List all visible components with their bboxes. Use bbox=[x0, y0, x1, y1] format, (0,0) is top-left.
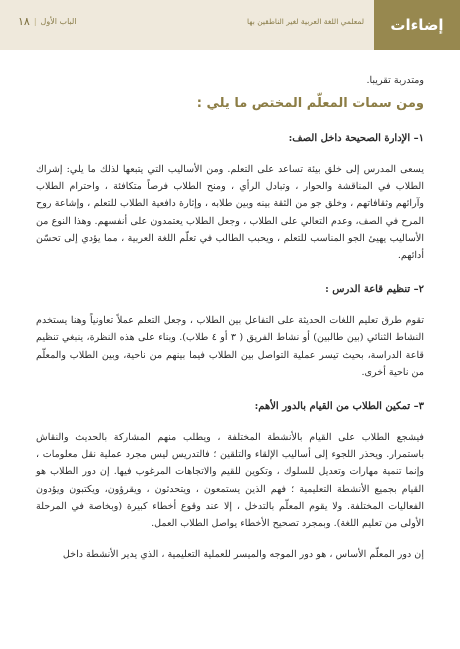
lead-line: ومتدربة تقريبا. bbox=[366, 75, 424, 86]
page-body bbox=[36, 72, 424, 563]
page-number: ١٨ bbox=[18, 15, 30, 28]
item-heading-2: ٢– تنظيم قاعة الدرس : bbox=[325, 284, 424, 296]
item-text-3: فيشجع الطلاب على القيام بالأنشطة المختلفة ، ويطلب منهم المشاركة بالحديث والنقاش باستمرار. ويحذر اللجوء إلى أساليب الإلقاء والتلقين ؛ فالتدريس ليس مجرد عملية نقل معلومات ، وإنما تنمية مهارات وتعديل للسلوك ، وتكوين للقيم والاتجاهات المرغوب فيها. إن دور الطلاب هو القيام بجميع الأنشطة التعليمية ؛ فهم الذين يستمعون ، ويتحدثون ، ويقرؤون، ويكتبون ويؤدون الفعاليات المختلفة. ولا يقوم المعلّم بالتدخل ، إلا عند وقوع أخطاء كبيرة (وبخاصة في المرحلة الأولى من تعليم اللغة). وبمجرد تصحيح الأخطاء يواصل الطلاب العمل. bbox=[36, 432, 424, 530]
book-title: لمعلمي اللغة العربية لغير الناطقين بها bbox=[246, 17, 364, 26]
closing-paragraph: إن دور المعلّم الأساس ، هو دور الموجه والميسر للعملية التعليمية ، الذي يدير الأنشطة داخل bbox=[62, 549, 424, 561]
separator: | bbox=[33, 17, 37, 26]
section-heading: ومن سمات المعلّم المختص ما يلي : bbox=[196, 96, 424, 111]
page-header bbox=[0, 0, 460, 50]
item-heading-3: ٣– تمكين الطلاب من القيام بالدور الأهم: bbox=[254, 401, 424, 413]
brand-title: إضاءات bbox=[390, 16, 444, 34]
brand-block bbox=[374, 0, 460, 50]
chapter-label bbox=[18, 15, 77, 28]
chapter-name: الباب الأول bbox=[40, 17, 77, 26]
item-text-2: تقوم طرق تعليم اللغات الحديثة على التفاعل بين الطلاب ، وجعل التعلم عملاً تعاونياً وهنا يستخدم النشاط الثنائي (بين طالبين) أو نشاط الفريق ( ٣ أو ٤ طلاب). وبناء على هذه النظرة، ينبغي تنظيم قاعة الدراسة، بحيث تيسر عملية التواصل بين الطلاب فيما بينهم من ناحية، وبين الطلاب والمعلّم من ناحية أخرى. bbox=[36, 315, 424, 378]
item-text-1: يسعى المدرس إلى خلق بيئة تساعد على التعلم. ومن الأساليب التي يتبعها لذلك ما يلي: إشراك الطلاب في المناقشة والحوار ، وتبادل الرأي ، ومنح الطلاب فرصاً متكافئة ، واحترام الطلاب وآرائهم وثقافاتهم ، وخلق جو من الثقة بينه وبين طلابه ، وإثارة دافعية الطلاب للتعلم ، وإشاعة روح المرح في الصف، وعدم التعالي على الطلاب ، وجعل الطلاب يعتمدون على أنفسهم. وهذا النوع من الأساليب يهيئ الجو المناسب للتعلم ، ويحبب الطالب في تعلّم اللغة العربية ، مما يؤدي إلى تحسّن أدائهم. bbox=[36, 164, 424, 262]
item-heading-1: ١– الإدارة الصحيحة داخل الصف: bbox=[288, 133, 424, 144]
